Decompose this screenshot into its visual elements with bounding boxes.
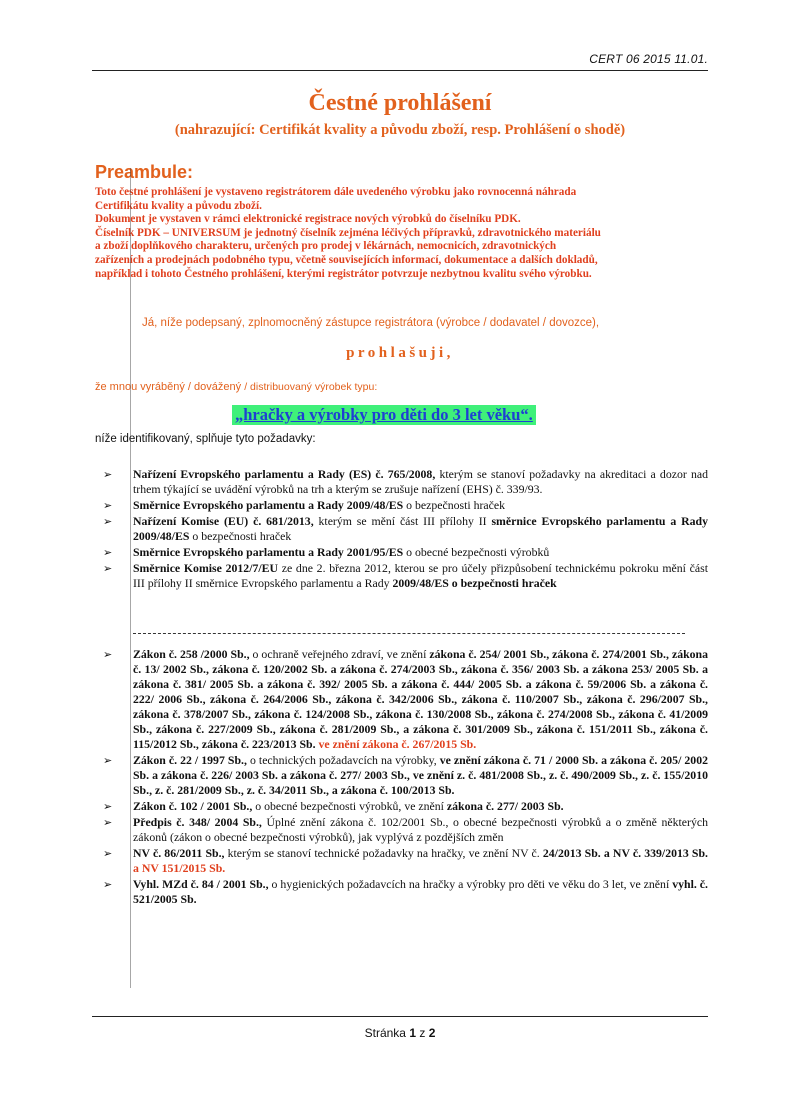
arrow-bullet-icon: ➢: [103, 816, 113, 829]
arrow-bullet-icon: ➢: [103, 754, 113, 767]
product-line-main: že mnou vyráběný / dovážený: [95, 381, 245, 393]
law-text: kterým se stanoví technické požadavky na hračky, ve znění NV č.: [224, 846, 543, 860]
law-amendments: zákona č. 277/ 2003 Sb.: [446, 799, 564, 813]
list-item: [95, 799, 708, 814]
preamble-line: Toto čestné prohlášení je vystaveno registrátorem dále uvedeného výrobku jako rovnocenná náhrada: [95, 186, 577, 198]
arrow-bullet-icon: ➢: [103, 499, 113, 512]
law-text: o technických požadavcích na výrobky,: [246, 753, 440, 767]
list-item: [95, 545, 708, 560]
regulation-title: Nařízení Evropského parlamentu a Rady (ES) č. 765/2008,: [133, 467, 436, 481]
law-text: Úplné znění zákona č. 102/2001 Sb., o obecné bezpečnosti výrobků a o změně některých zákonů (zákon o obecné bezpečnosti výrobků), jak vyplývá z pozdějších změn: [133, 815, 708, 844]
law-title: Zákon č. 102 / 2001 Sb.,: [133, 799, 253, 813]
footer-prefix: Stránka: [364, 1026, 410, 1040]
product-line-suffix: / distribuovaný výrobek typu:: [244, 381, 378, 393]
page-total: 2: [428, 1026, 436, 1040]
footer-separator: z: [416, 1026, 429, 1040]
page-title: Čestné prohlášení: [308, 90, 492, 116]
arrow-bullet-icon: ➢: [103, 468, 113, 481]
header-rule: [92, 70, 708, 71]
list-item: [95, 514, 708, 544]
law-title: NV č. 86/2011 Sb.,: [133, 846, 225, 860]
list-item: [95, 815, 708, 845]
law-amendments: vyhl. č. 521/2005 Sb.: [133, 877, 708, 906]
law-text: o obecné bezpečnosti výrobků, ve znění: [252, 799, 447, 813]
law-amendment-highlight: a NV 151/2015 Sb.: [133, 861, 226, 875]
eu-regulations-list: [95, 467, 708, 592]
list-item: [95, 467, 708, 497]
law-amendments: ve znění zákona č. 71 / 2000 Sb. a zákona č. 205/ 2002 Sb. a zákona č. 226/ 2003 Sb. a zákona č. 277/ 2003 Sb., ve znění z. č. 481/2008 Sb., z. č. 490/2009 Sb., z. č. 155/2010 Sb., z. č. 281/2009 Sb., z. č. 34/2011 Sb., a zákona č. 100/2013 Sb.: [133, 753, 708, 797]
regulation-ref: 2009/48/ES o bezpečnosti hraček: [392, 576, 557, 590]
preamble-line: Dokument je vystaven v rámci elektronické registrace nových výrobků do číselníku PDK.: [95, 213, 521, 226]
arrow-bullet-icon: ➢: [103, 800, 113, 813]
arrow-bullet-icon: ➢: [103, 515, 113, 528]
product-type-highlight: „hračky a výrobky pro děti do 3 let věku“.: [232, 405, 536, 425]
preamble-line: a zboží doplňkového charakteru, určených pro prodej v lékárnách, nemocnicích, zdravotnických: [95, 240, 557, 253]
regulation-text: o bezpečnosti hraček: [189, 529, 292, 543]
preamble-heading: Preambule:: [95, 162, 194, 182]
law-amendments: zákona č. 254/ 2001 Sb., zákona č. 274/2001 Sb., zákona č. 13/ 2002 Sb., zákona č. 120/2002 Sb. a zákona č. 274/2003 Sb., zákona č. 356/ 2003 Sb. a zákona 253/ 2005 Sb. a zákona č. 381/ 2005 Sb. a zákona č. 392/ 2005 Sb. a zákona č. 444/ 2005 Sb. a zákona č. 59/2006 Sb. a zákona č. 222/ 2006 Sb., zákona č. 264/2006 Sb., zákona č. 342/2006 Sb., zákona č. 110/2007 Sb., zákona č. 296/2007 Sb., zákona č. 378/2007 Sb., zákona č. 124/2008 Sb., zákona č. 130/2008 Sb., zákona č. 274/2008 Sb., zákona č. 41/2009 Sb., zákona č. 227/2009 Sb., zákona č. 281/2009 Sb., a zákona č. 301/2009 Sb., zákona č. 151/2011 Sb., zákona č. 115/2012 Sb., zákona č. 223/2013 Sb.: [133, 647, 709, 751]
law-title: Předpis č. 348/ 2004 Sb.,: [133, 815, 262, 829]
law-text: o hygienických požadavcích na hračky a výrobky pro děti ve věku do 3 let, ve znění: [268, 877, 673, 891]
list-item: [95, 753, 708, 798]
law-title: Zákon č. 22 / 1997 Sb.,: [133, 753, 247, 767]
regulation-ref: směrnice Evropského parlamentu a Rady 2009/48/ES: [133, 514, 708, 543]
preamble-line: Certifikátu kvality a původu zboží.: [95, 199, 262, 212]
regulation-text: kterým se mění část III přílohy II: [313, 514, 492, 528]
section-divider: [133, 633, 685, 634]
product-line: [95, 381, 377, 393]
preamble-line: zařízeních a prodejnách podobného typu, včetně souvisejících informací, dokumentace a dalších dokladů,: [95, 253, 598, 266]
certificate-code: CERT 06 2015 11.01.: [589, 52, 708, 66]
preamble-text: [95, 186, 705, 281]
law-amendment-highlight: ve znění zákona č. 267/2015 Sb.: [315, 737, 477, 751]
arrow-bullet-icon: ➢: [103, 648, 113, 661]
regulation-text: ze dne 2. března 2012, kterou se pro účely přizpůsobení technickému pokroku mění část III přílohy II směrnice Evropského parlamentu a Rady: [133, 561, 708, 590]
page-number: 1: [409, 1026, 417, 1040]
law-title: Zákon č. 258 /2000 Sb.,: [133, 647, 250, 661]
page-subtitle: (nahrazující: Certifikát kvality a původu zboží, resp. Prohlášení o shodě): [174, 122, 626, 138]
arrow-bullet-icon: ➢: [103, 546, 113, 559]
list-item: [95, 877, 708, 907]
scan-margin-line: [130, 168, 131, 988]
arrow-bullet-icon: ➢: [103, 878, 113, 891]
regulation-text: o obecné bezpečnosti výrobků: [403, 545, 550, 559]
arrow-bullet-icon: ➢: [103, 562, 113, 575]
list-item: [95, 561, 708, 591]
law-amendments: 24/2013 Sb. a NV č. 339/2013 Sb.: [542, 846, 708, 860]
list-item: [95, 647, 708, 752]
preamble-line: Číselník PDK – UNIVERSUM je jednotný číselník zejména léčivých přípravků, zdravotnického materiálu: [95, 226, 601, 239]
declaration-heading: prohlašuji,: [346, 345, 454, 361]
arrow-bullet-icon: ➢: [103, 847, 113, 860]
regulation-title: Směrnice Evropského parlamentu a Rady 2009/48/ES: [133, 498, 404, 512]
regulation-title: Směrnice Evropského parlamentu a Rady 2001/95/ES: [133, 545, 404, 559]
regulation-text: o bezpečnosti hraček: [403, 498, 506, 512]
regulation-text: kterým se stanoví požadavky na akreditaci a dozor nad trhem týkající se uvádění výrobků na trh a kterým se zrušuje nařízení (EHS) č. 339/93.: [133, 467, 708, 496]
list-item: [95, 498, 708, 513]
page-footer: [0, 1026, 800, 1040]
requirements-intro: níže identifikovaný, splňuje tyto požadavky:: [95, 433, 316, 445]
law-text: o ochraně veřejného zdraví, ve znění: [249, 647, 430, 661]
footer-rule: [92, 1016, 708, 1017]
preamble-line: například i tohoto Čestného prohlášení, kterými registrátor potvrzuje nezbytnou kvalitu svého výrobku.: [95, 267, 592, 280]
regulation-title: Nařízení Komise (EU) č. 681/2013,: [133, 514, 314, 528]
list-item: [95, 846, 708, 876]
law-title: Vyhl. MZd č. 84 / 2001 Sb.,: [133, 877, 269, 891]
declarant-statement: Já, níže podepsaný, zplnomocněný zástupce registrátora (výrobce / dodavatel / dovozce),: [142, 317, 600, 329]
czech-laws-list: [95, 647, 708, 908]
regulation-title: Směrnice Komise 2012/7/EU: [133, 561, 279, 575]
